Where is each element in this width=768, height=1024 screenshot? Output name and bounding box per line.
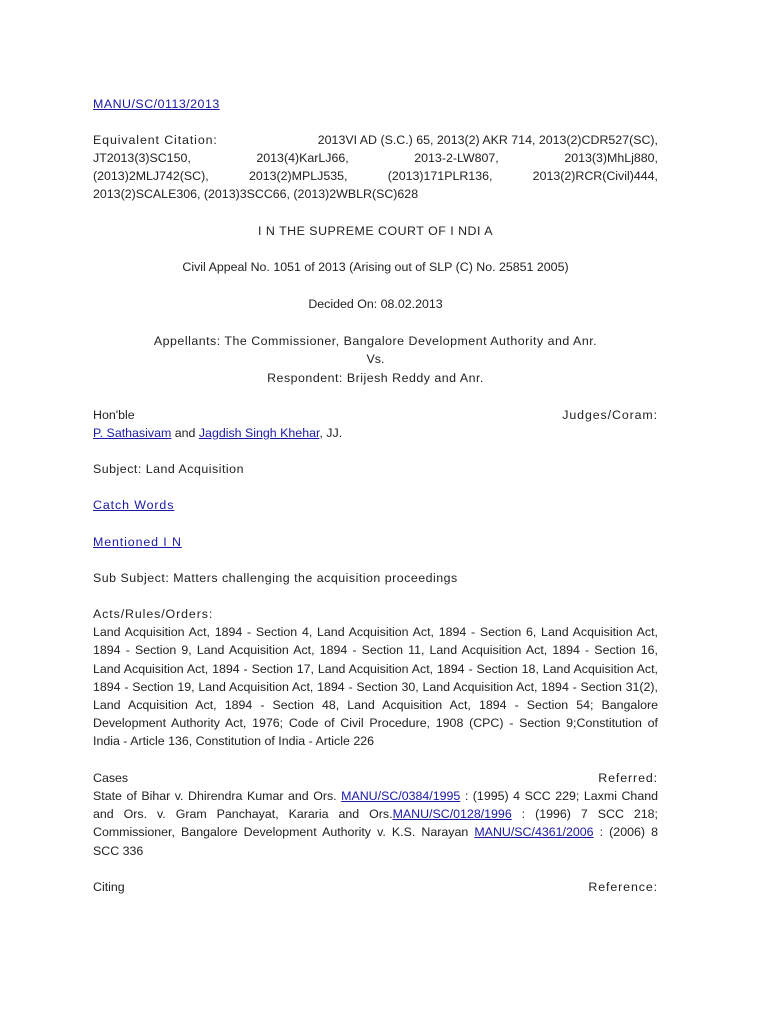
citation-item: JT2013(3)SC150,	[93, 151, 191, 166]
case-link-manu-sc-0128-1996[interactable]: MANU/SC/0128/1996	[392, 807, 512, 822]
cases-label: Cases	[93, 770, 129, 785]
subject: Subject: Land Acquisition	[93, 462, 244, 477]
citation-item: 2013(2)MPLJ535,	[248, 169, 348, 184]
acts-rules-orders-label: Acts/Rules/Orders:	[93, 607, 214, 622]
referred-label: Referred:	[598, 770, 658, 785]
versus: Vs.	[366, 352, 385, 367]
judge-link-sathasivam[interactable]: P. Sathasivam	[93, 425, 172, 440]
judge-link-khehar[interactable]: Jagdish Singh Khehar	[198, 425, 320, 440]
court-name: I N THE SUPREME COURT OF I NDI A	[258, 223, 493, 238]
document-page	[93, 95, 658, 896]
citation-item: (2013)2MLJ742(SC),	[93, 169, 209, 184]
appeal-number: Civil Appeal No. 1051 of 2013 (Arising out of SLP (C) No. 25851 2005)	[182, 260, 569, 275]
reference-label: Reference:	[588, 880, 658, 895]
equivalent-citation-label: Equivalent Citation:	[93, 133, 218, 148]
citation-item: 2013(3)MhLj880,	[564, 151, 658, 166]
judges-suffix: , JJ.	[319, 425, 343, 440]
case-link-manu-sc-4361-2006[interactable]: MANU/SC/4361/2006	[474, 825, 594, 840]
decided-on: Decided On: 08.02.2013	[308, 297, 443, 312]
case-text: : (2006) 8 SCC 336	[93, 825, 658, 858]
judges-coram-label: Judges/Coram:	[562, 407, 658, 422]
equivalent-citation-line-4: 2013(2)SCALE306, (2013)3SCC66, (2013)2WBLR(SC)628	[93, 187, 419, 202]
acts-rules-orders-text: Land Acquisition Act, 1894 - Section 4, Land Acquisition Act, 1894 - Section 6, Land Acquisition Act, 1894 - Section 9, Land Acquisition Act, 1894 - Section 11, Land Acquisition Act, 1894 - Section 16, Land Acquisition Act, 1894 - Section 17, Land Acquisition Act, 1894 - Section 18, Land Acquisition Act, 1894 - Section 19, Land Acquisition Act, 1894 - Section 30, Land Acquisition Act, 1894 - Section 31(2), Land Acquisition Act, 1894 - Section 48, Land Acquisition Act, 1894 - Section 54; Bangalore Development Authority Act, 1976; Code of Civil Procedure, 1908 (CPC) - Section 9;Constitution of India - Article 136, Constitution of India - Article 226	[93, 625, 658, 749]
cases-referred-text	[93, 787, 658, 860]
case-text: : (1995) 4 SCC 229; Laxmi Chand and Ors. v. Gram Panchayat, Kararia and Ors.	[93, 788, 658, 822]
case-text: : (1996) 7 SCC 218; Commissioner, Bangalore Development Authority v. K.S. Narayan	[93, 807, 658, 840]
mentioned-in-link[interactable]: Mentioned I N	[93, 534, 182, 549]
citation-item: 2013-2-LW807,	[414, 151, 499, 166]
sub-subject: Sub Subject: Matters challenging the acquisition proceedings	[93, 570, 458, 585]
citation-item: 2013(2)RCR(Civil)444,	[532, 169, 658, 184]
judges-line	[93, 424, 658, 442]
appellants: Appellants: The Commissioner, Bangalore Development Authority and Anr.	[153, 333, 598, 348]
equivalent-citation-line-1: 2013VI AD (S.C.) 65, 2013(2) AKR 714, 2013(2)CDR527(SC),	[317, 133, 658, 148]
citation-item: 2013(4)KarLJ66,	[256, 151, 349, 166]
respondent: Respondent: Brijesh Reddy and Anr.	[267, 370, 484, 385]
citing-label: Citing	[93, 880, 125, 895]
honble-label: Hon'ble	[93, 407, 135, 422]
judges-and: and	[171, 425, 199, 440]
equivalent-citation-block	[93, 131, 658, 203]
case-link-manu-sc-0384-1995[interactable]: MANU/SC/0384/1995	[341, 788, 461, 803]
catch-words-link[interactable]: Catch Words	[93, 498, 175, 513]
case-text: State of Bihar v. Dhirendra Kumar and Ors.	[93, 788, 342, 803]
manu-citation-link[interactable]: MANU/SC/0113/2013	[93, 97, 220, 111]
citation-item: (2013)171PLR136,	[387, 169, 493, 184]
